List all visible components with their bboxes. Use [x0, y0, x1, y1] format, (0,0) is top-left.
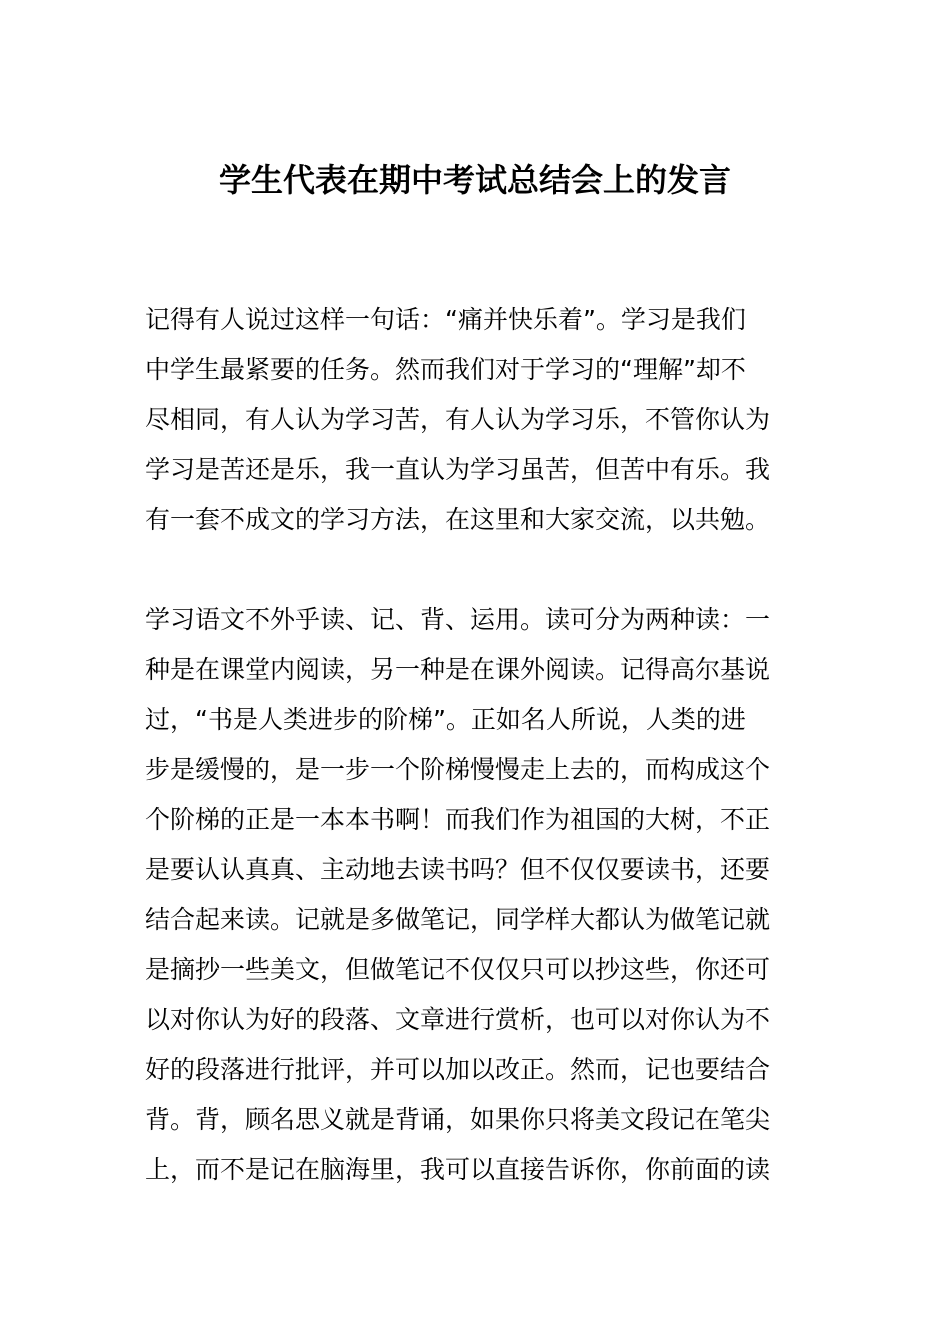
text-line: 以对你认为好的段落、文章进行赏析，也可以对你认为不	[145, 1005, 771, 1034]
text-line: 学习语文不外乎读、记、背、运用。读可分为两种读：一	[145, 605, 771, 634]
text-line: 尽相同，有人认为学习苦，有人认为学习乐，不管你认为	[145, 405, 771, 434]
text-line: 好的段落进行批评，并可以加以改正。然而，记也要结合	[145, 1055, 771, 1084]
text-line: 过，“书是人类进步的阶梯”。正如名人所说，人类的进	[145, 705, 746, 734]
paragraph-2	[145, 595, 810, 1195]
document-title: 学生代表在期中考试总结会上的发言	[218, 161, 731, 199]
text-line: 中学生最紧要的任务。然而我们对于学习的“理解”却不	[145, 355, 746, 384]
text-line: 学习是苦还是乐，我一直认为学习虽苦，但苦中有乐。我	[145, 455, 771, 484]
paragraph-1	[145, 295, 810, 545]
text-line: 上，而不是记在脑海里，我可以直接告诉你，你前面的读	[145, 1155, 771, 1184]
text-line: 记得有人说过这样一句话：“痛并快乐着”。学习是我们	[145, 305, 746, 334]
text-line: 种是在课堂内阅读，另一种是在课外阅读。记得高尔基说	[145, 655, 771, 684]
text-line: 步是缓慢的，是一步一个阶梯慢慢走上去的，而构成这个	[145, 755, 771, 784]
text-line: 背。背，顾名思义就是背诵，如果你只将美文段记在笔尖	[145, 1105, 771, 1134]
text-line: 结合起来读。记就是多做笔记，同学样大都认为做笔记就	[145, 905, 771, 934]
text-line: 是要认认真真、主动地去读书吗？但不仅仅要读书，还要	[145, 855, 771, 884]
text-line: 是摘抄一些美文，但做笔记不仅仅只可以抄这些，你还可	[145, 955, 771, 984]
document-body	[145, 295, 810, 1195]
text-line: 有一套不成文的学习方法，在这里和大家交流，以共勉。	[145, 505, 771, 534]
text-line: 个阶梯的正是一本本书啊！而我们作为祖国的大树，不正	[145, 805, 771, 834]
paragraph-spacer	[145, 545, 810, 595]
